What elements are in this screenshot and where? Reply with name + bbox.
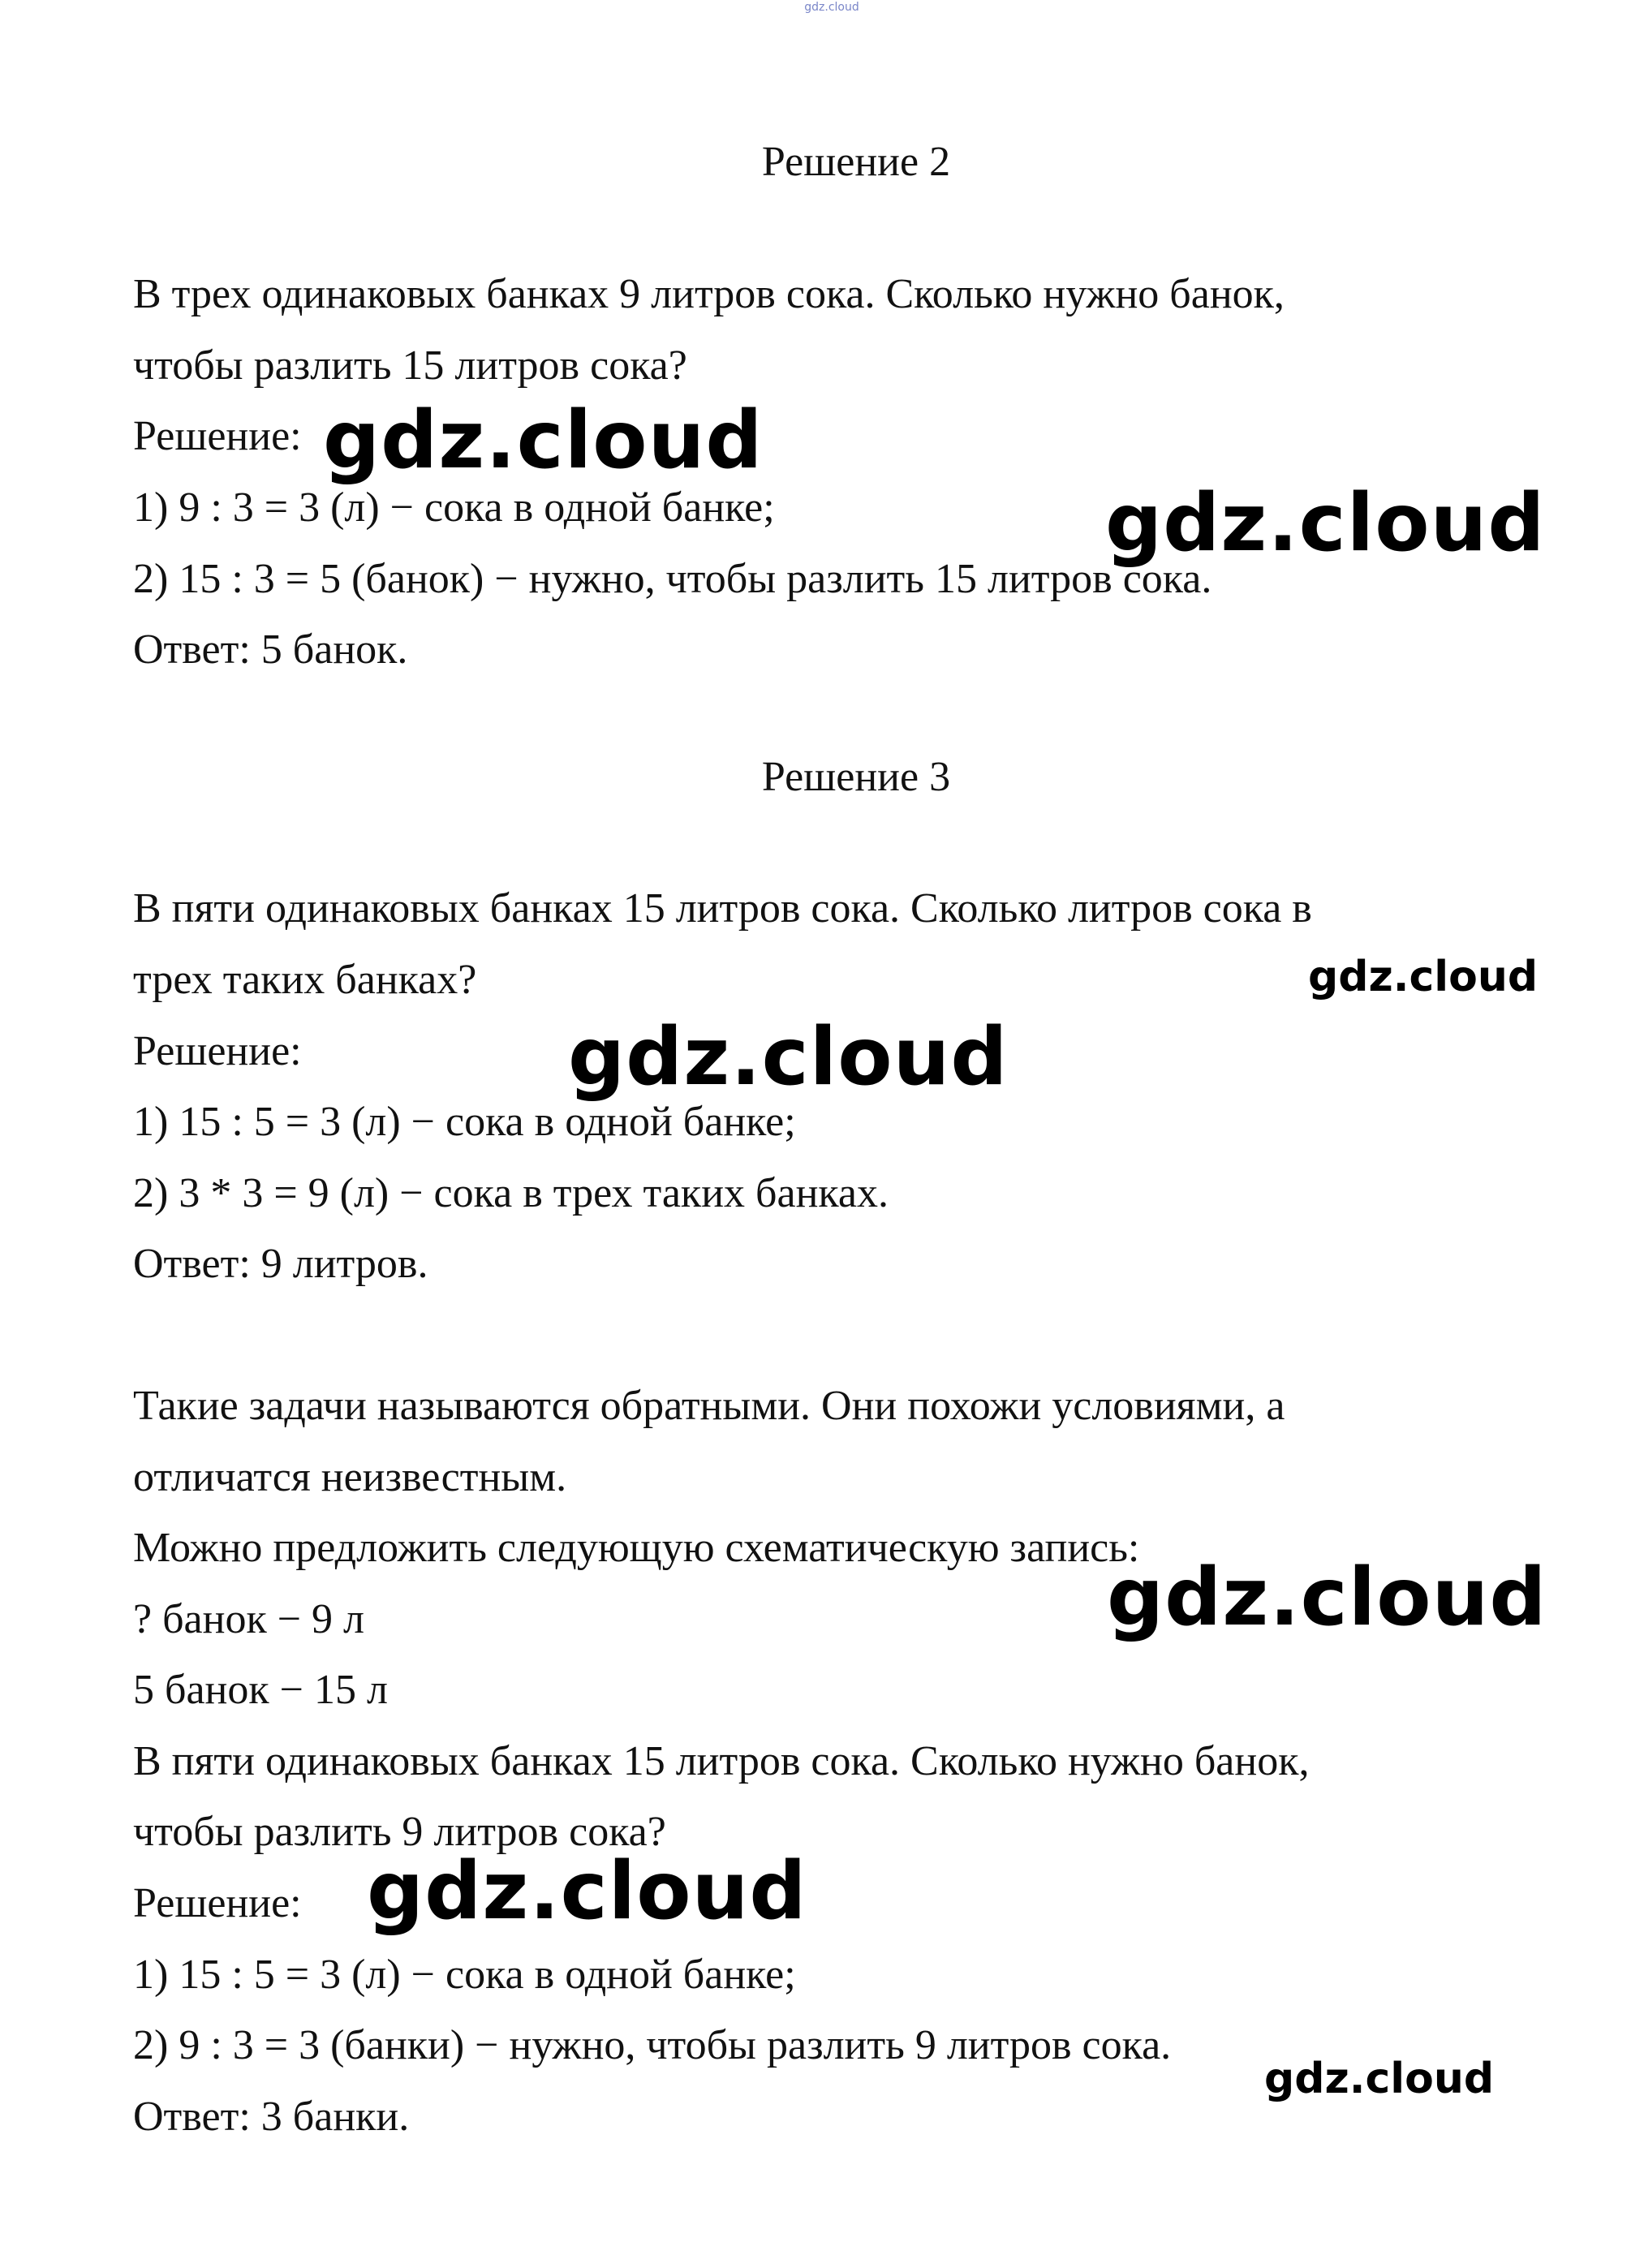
solution-2-heading: Решение 2 — [761, 139, 951, 185]
solution-4-label: Решение: — [133, 1880, 302, 1926]
solution-2-step-2: 2) 15 : 3 = 5 (банок) − нужно, чтобы разлить 15 литров сока. — [133, 556, 1212, 602]
explanation-line-3: Можно предложить следующую схематическую запись: — [133, 1525, 1140, 1571]
watermark-text: gdz.cloud — [1105, 477, 1546, 570]
solution-3-answer: Ответ: 9 литров. — [133, 1241, 428, 1287]
watermark-text: gdz.cloud — [1308, 953, 1539, 1001]
watermark-text: gdz.cloud — [568, 1011, 1009, 1104]
solution-4-problem-line-2: чтобы разлить 9 литров сока? — [133, 1809, 666, 1855]
watermark-text: gdz.cloud — [1264, 2055, 1495, 2103]
scheme-line-1: ? банок − 9 л — [133, 1596, 364, 1642]
solution-3-heading: Решение 3 — [761, 754, 951, 800]
watermark-text: gdz.cloud — [323, 394, 764, 487]
scheme-line-2: 5 банок − 15 л — [133, 1667, 388, 1713]
solution-3-step-1: 1) 15 : 5 = 3 (л) − сока в одной банке; — [133, 1099, 796, 1145]
watermark-text: gdz.cloud — [367, 1845, 807, 1938]
solution-3-label: Решение: — [133, 1028, 302, 1074]
solution-4-step-1: 1) 15 : 5 = 3 (л) − сока в одной банке; — [133, 1952, 796, 1998]
explanation-line-1: Такие задачи называются обратными. Они похожи условиями, а — [133, 1383, 1285, 1429]
explanation-line-2: отличатся неизвестным. — [133, 1454, 567, 1500]
solution-3-problem-line-2: трех таких банках? — [133, 957, 477, 1003]
solution-4-answer: Ответ: 3 банки. — [133, 2094, 410, 2140]
solution-4-problem-line-1: В пяти одинаковых банках 15 литров сока. Сколько нужно банок, — [133, 1738, 1310, 1784]
top-watermark: gdz.cloud — [804, 1, 859, 14]
solution-2-problem-line-1: В трех одинаковых банках 9 литров сока. Сколько нужно банок, — [133, 271, 1285, 317]
watermark-text: gdz.cloud — [1107, 1551, 1547, 1644]
solution-3-problem-line-1: В пяти одинаковых банках 15 литров сока. Сколько литров сока в — [133, 885, 1312, 932]
solution-4-step-2: 2) 9 : 3 = 3 (банки) − нужно, чтобы разлить 9 литров сока. — [133, 2022, 1172, 2068]
solution-2-answer: Ответ: 5 банок. — [133, 626, 408, 673]
solution-2-problem-line-2: чтобы разлить 15 литров сока? — [133, 342, 687, 389]
solution-2-label: Решение: — [133, 413, 302, 459]
solution-2-step-1: 1) 9 : 3 = 3 (л) − сока в одной банке; — [133, 484, 775, 531]
solution-3-step-2: 2) 3 * 3 = 9 (л) − сока в трех таких банках. — [133, 1170, 889, 1216]
